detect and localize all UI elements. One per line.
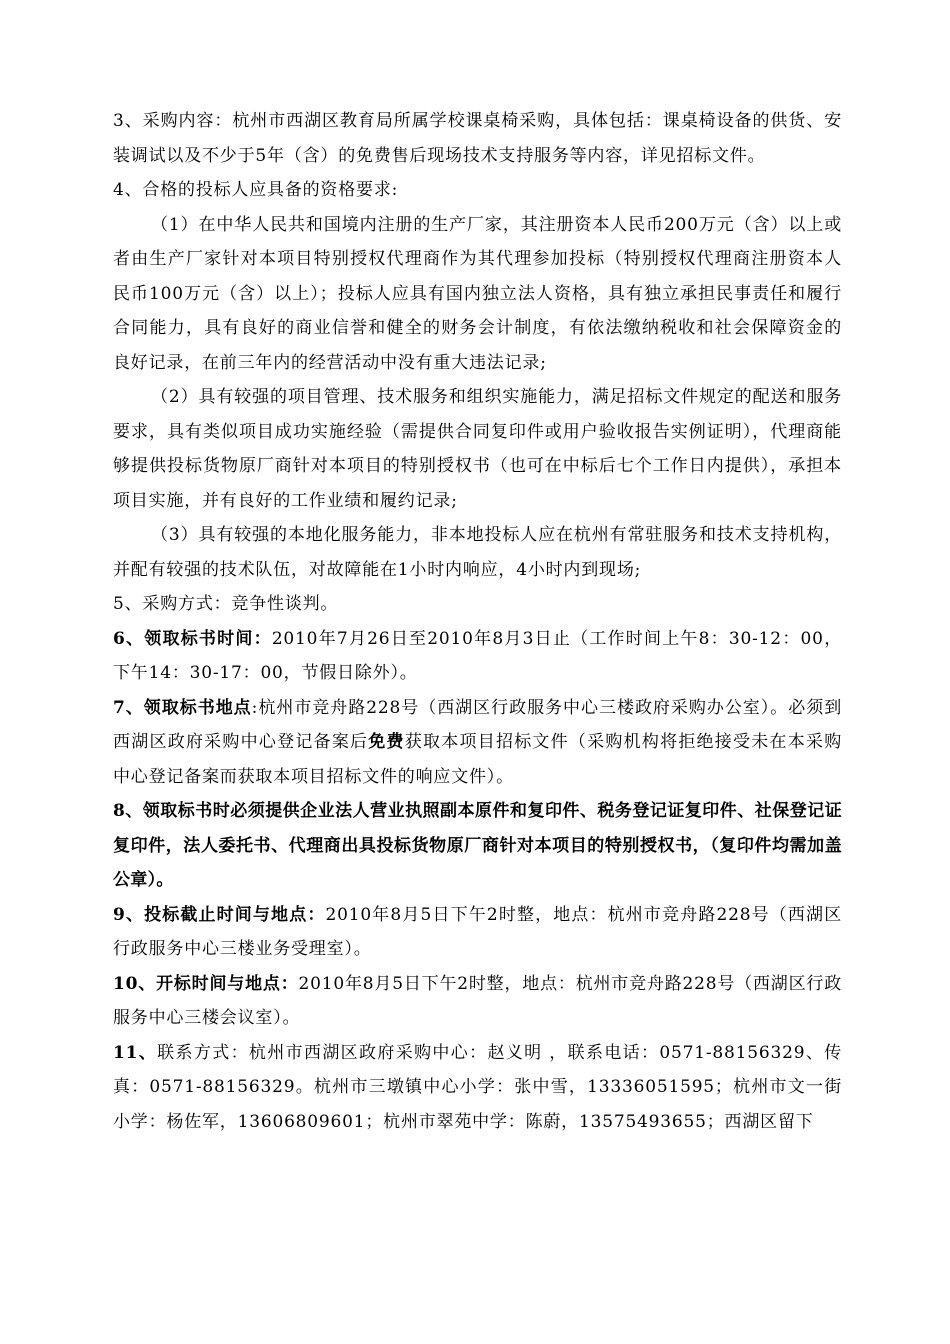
item-5-text: 5、采购方式：竞争性谈判。 bbox=[113, 594, 339, 614]
item-10-bid-opening bbox=[113, 967, 842, 1036]
requirement-3-text: （3）具有较强的本地化服务能力，非本地投标人应在杭州有常驻服务和技术支持机构，并配有较强的技术队伍，对故障能在1小时内响应，4小时内到现场; bbox=[113, 525, 842, 580]
item-8-required-documents bbox=[113, 794, 842, 898]
item-10-text: 2010年8月5日下午2时整，地点：杭州市竞舟路228号（西湖区行政服务中心三楼会议室）。 bbox=[113, 973, 842, 1028]
requirement-3 bbox=[113, 518, 842, 587]
item-10-label: 10、开标时间与地点： bbox=[113, 973, 299, 994]
item-4-text: 4、合格的投标人应具备的资格要求: bbox=[113, 180, 399, 200]
item-7-label: 7、领取标书地点 bbox=[113, 697, 252, 718]
item-8-text: 8、领取标书时必须提供企业法人营业执照副本原件和复印件、税务登记证复印件、社保登记证复印件，法人委托书、代理商出具投标货物原厂商针对本项目的特别授权书，（复印件均需加盖公章）。 bbox=[113, 801, 842, 890]
item-3-text: 3、采购内容：杭州市西湖区教育局所属学校课桌椅采购，具体包括：课桌椅设备的供货、安装调试以及不少于5年（含）的免费售后现场技术支持服务等内容，详见招标文件。 bbox=[113, 111, 842, 166]
requirement-1 bbox=[113, 208, 842, 381]
item-5-procurement-method bbox=[113, 587, 842, 622]
item-4-qualification-heading bbox=[113, 173, 842, 208]
item-7-bold-word: 免费 bbox=[368, 732, 405, 752]
requirement-1-text: （1）在中华人民共和国境内注册的生产厂家，其注册资本人民币200万元（含）以上或者由生产厂家针对本项目特别授权代理商作为其代理参加投标（特别授权代理商注册资本人民币100万元（含）以上）；投标人应具有国内独立法人资格，具有独立承担民事责任和履行合同能力，具有良好的商业信誉和健全的财务会计制度，有依法缴纳税收和社会保障资金的良好记录，在前三年内的经营活动中没有重大违法记录; bbox=[113, 214, 842, 373]
item-9-bid-deadline bbox=[113, 898, 842, 967]
item-3-procurement-content bbox=[113, 104, 842, 173]
item-9-label: 9、投标截止时间与地点： bbox=[113, 904, 326, 925]
item-6-label: 6、领取标书时间： bbox=[113, 628, 272, 649]
item-11-contacts bbox=[113, 1036, 842, 1140]
item-7-text-b: 获取本项目招标文件（采购机构将拒绝接受未在本采购中心登记备案而获取本项目招标文件的响应文件）。 bbox=[113, 732, 842, 787]
requirement-2-text: （2）具有较强的项目管理、技术服务和组织实施能力，满足招标文件规定的配送和服务要求，具有类似项目成功实施经验（需提供合同复印件或用户验收报告实例证明），代理商能够提供投标货物原厂商针对本项目的特别授权书（也可在中标后七个工作日内提供），承担本项目实施，并有良好的工作业绩和履约记录; bbox=[113, 387, 842, 511]
item-11-text: 联系方式：杭州市西湖区政府采购中心：赵义明 ，联系电话：0571-88156329、传真：0571-88156329。杭州市三墩镇中心小学：张中雪，13336051595；杭州市文一街小学：杨佐军，13606809601；杭州市翠苑中学：陈蔚，13575493655；西湖区留下 bbox=[113, 1042, 843, 1132]
item-7-text-a: :杭州市竞舟路228号（西湖区行政服务中心三楼政府采购办公室）。必须到西湖区政府采购中心登记备案后 bbox=[113, 697, 842, 752]
item-7-document-pickup-location bbox=[113, 691, 842, 795]
item-11-label: 11、 bbox=[113, 1042, 158, 1063]
item-9-text: 2010年8月5日下午2时整，地点：杭州市竞舟路228号（西湖区行政服务中心三楼业务受理室）。 bbox=[113, 904, 842, 959]
item-6-text: 2010年7月26日至2010年8月3日止（工作时间上午8：30-12：00，下午14：30-17：00，节假日除外）。 bbox=[113, 628, 842, 683]
item-6-document-pickup-time bbox=[113, 622, 842, 691]
requirement-2 bbox=[113, 380, 842, 518]
